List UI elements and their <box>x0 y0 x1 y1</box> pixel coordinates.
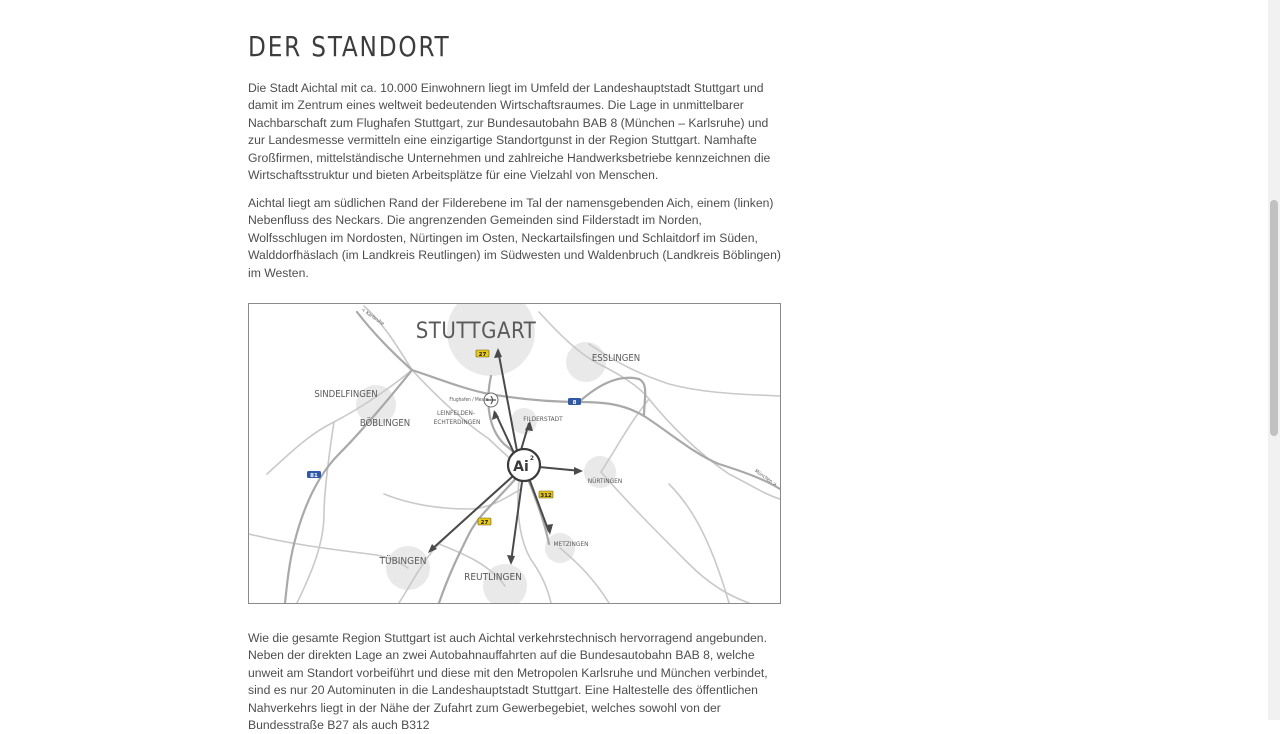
label-metzingen: METZINGEN <box>553 540 589 548</box>
label-stuttgart: STUTTGART <box>415 319 537 344</box>
label-leinfelden-1: LEINFELDEN- <box>436 409 476 417</box>
label-direction-muenchen: München > <box>753 468 778 489</box>
label-esslingen: ESSLINGEN <box>591 353 641 364</box>
page-title: DER STANDORT <box>248 30 451 63</box>
transport-paragraph: Wie die gesamte Region Stuttgart ist auch Aichtal verkehrstechnisch hervorragend angebunden. Neben der direkten Lage an zwei Autobahnauffahrten auf die Bundesautobahn BAB 8, welche unweit am Standort vorbeiführt und diese mit den Metropolen Karlsruhe und München verbindet, sind es nur 20 Autominuten in die Landeshauptstadt Stuttgart. Eine Haltestelle des öffentlichen Nahverkehrs liegt in der Nähe der Zufahrt zum Gewerbegebiet, welches sowohl von der Bundesstraße B27 als auch B312 <box>248 631 768 733</box>
scrollbar-thumb[interactable] <box>1270 200 1278 436</box>
svg-text:27: 27 <box>480 519 489 526</box>
badge-b312 <box>539 491 553 499</box>
page-scrollbar[interactable] <box>1268 0 1280 720</box>
label-filderstadt: FILDERSTADT <box>523 415 563 423</box>
arrow-metzingen <box>530 481 549 532</box>
label-direction-karlsruhe: < Karlsruhe <box>359 307 386 328</box>
badge-b27-top <box>476 350 489 358</box>
aichtal-logo <box>508 449 540 481</box>
label-airport: Flughafen / Messe <box>449 398 489 403</box>
svg-text:81: 81 <box>310 472 318 479</box>
svg-text:2: 2 <box>529 455 535 462</box>
label-reutlingen: REUTLINGEN <box>464 572 522 583</box>
location-map <box>248 303 781 604</box>
arrow-tuebingen <box>431 476 513 550</box>
badge-a81 <box>307 471 321 479</box>
svg-text:8: 8 <box>572 399 577 406</box>
label-boeblingen: BÖBLINGEN <box>359 418 411 429</box>
svg-text:27: 27 <box>478 351 487 358</box>
svg-text:312: 312 <box>540 492 552 499</box>
map-graphic <box>249 304 780 603</box>
label-nuertingen: NÜRTINGEN <box>587 477 623 485</box>
label-leinfelden-2: ECHTERDINGEN <box>433 418 481 426</box>
badge-a8 <box>568 398 581 406</box>
location-paragraph: Aichtal liegt am südlichen Rand der Filderebene im Tal der namensgebenden Aich, einem (linken) Nebenfluss des Neckars. Die angrenzenden Gemeinden sind Filderstadt im Norden, Wolfsschlugen im Nordosten, Nürtingen im Osten, Neckartailsfingen und Schlaitdorf im Süden, Walddorfhäslach (im Landkreis Reutlingen) im Südwesten und Waldenbruch (Landkreis Böblingen) im Westen. <box>248 196 781 280</box>
label-sindelfingen: SINDELFINGEN <box>314 389 378 400</box>
label-tuebingen: TÜBINGEN <box>379 556 427 567</box>
svg-text:Ai: Ai <box>513 459 529 475</box>
intro-paragraph: Die Stadt Aichtal mit ca. 10.000 Einwohnern liegt im Umfeld der Landeshauptstadt Stuttgart und damit im Zentrum eines weltweit bedeutenden Wirtschaftsraumes. Die Lage in unmittelbarer Nachbarschaft zum Flughafen Stuttgart, zur Bundesautobahn BAB 8 (München – Karlsruhe) und zur Landesmesse vermitteln eine einzigartige Standortgunst in der Region Stuttgart. Namhafte Großfirmen, mittelständische Unternehmen und zahlreiche Handwerksbetriebe kennzeichnen die Wirtschaftsstruktur und bieten Arbeitsplätze für eine Vielzahl von Menschen. <box>248 81 771 183</box>
badge-b27-bottom <box>478 518 491 526</box>
connection-arrows <box>428 348 583 565</box>
